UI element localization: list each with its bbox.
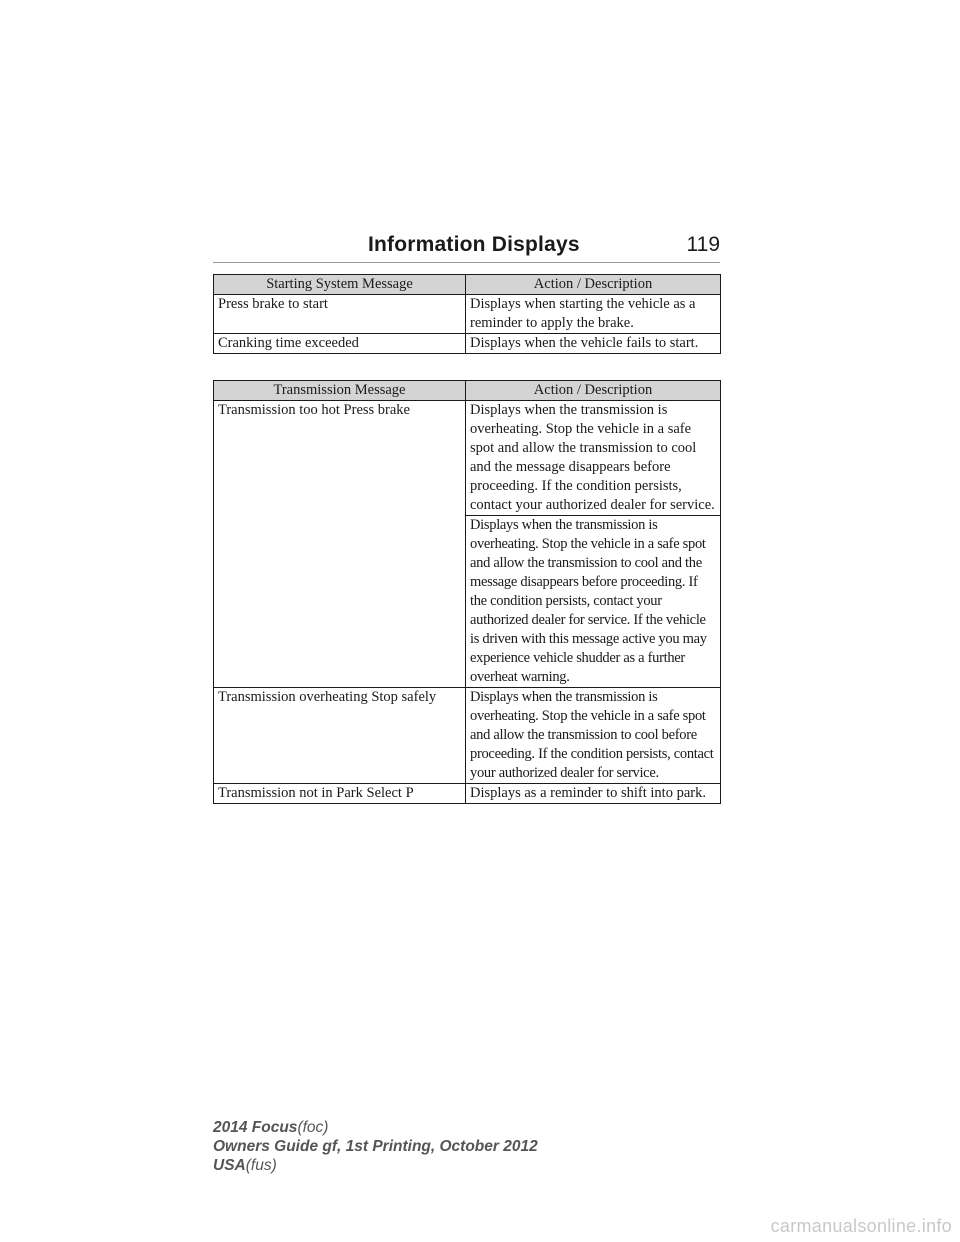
footer-model: 2014 Focus [213,1119,298,1136]
document-footer [213,1118,538,1175]
footer-model-line [213,1118,538,1137]
footer-guide: Owners Guide gf, 1st Printing, October 2012 [213,1138,538,1155]
description-cell: Displays when the transmission is overheating. Stop the vehicle in a safe spot and allow the transmission to cool and the message disappears before proceeding. If the condition persists, contact your authorized dealer for service. If the vehicle is driven with this message active you may experience vehicle shudder as a further overheat warning. [466,516,721,688]
starting-system-table [213,274,721,354]
description-cell: Displays when the vehicle fails to start. [466,334,721,354]
message-cell: Transmission not in Park Select P [214,784,466,804]
table-row [214,295,721,334]
footer-guide-line [213,1137,538,1156]
transmission-table [213,380,721,804]
table-row [214,401,721,516]
page-header [213,226,720,263]
description-cell: Displays when starting the vehicle as a reminder to apply the brake. [466,295,721,334]
watermark: carmanualsonline.info [770,1216,952,1236]
description-cell: Displays when the transmission is overheating. Stop the vehicle in a safe spot and allow the transmission to cool and the message disappears before proceeding. If the condition persists, contact your authorized dealer for service. [466,401,721,516]
column-header-message: Transmission Message [214,381,466,401]
message-cell: Cranking time exceeded [214,334,466,354]
footer-market-line [213,1156,538,1175]
column-header-description: Action / Description [466,381,721,401]
description-cell: Displays when the transmission is overheating. Stop the vehicle in a safe spot and allow the transmission to cool before proceeding. If the condition persists, contact your authorized dealer for service. [466,688,721,784]
table-header-row [214,275,721,295]
table-header-row [214,381,721,401]
section-title: Information Displays [368,233,580,256]
column-header-message: Starting System Message [214,275,466,295]
footer-model-code: (foc) [297,1119,329,1136]
page-number: 119 [686,233,720,256]
table-row [214,334,721,354]
message-cell: Transmission overheating Stop safely [214,688,466,784]
message-cell: Press brake to start [214,295,466,334]
column-header-description: Action / Description [466,275,721,295]
footer-market-code: (fus) [245,1157,277,1174]
description-cell: Displays as a reminder to shift into park. [466,784,721,804]
table-row [214,688,721,784]
message-cell: Transmission too hot Press brake [214,401,466,688]
footer-market: USA [213,1157,246,1174]
table-row [214,784,721,804]
